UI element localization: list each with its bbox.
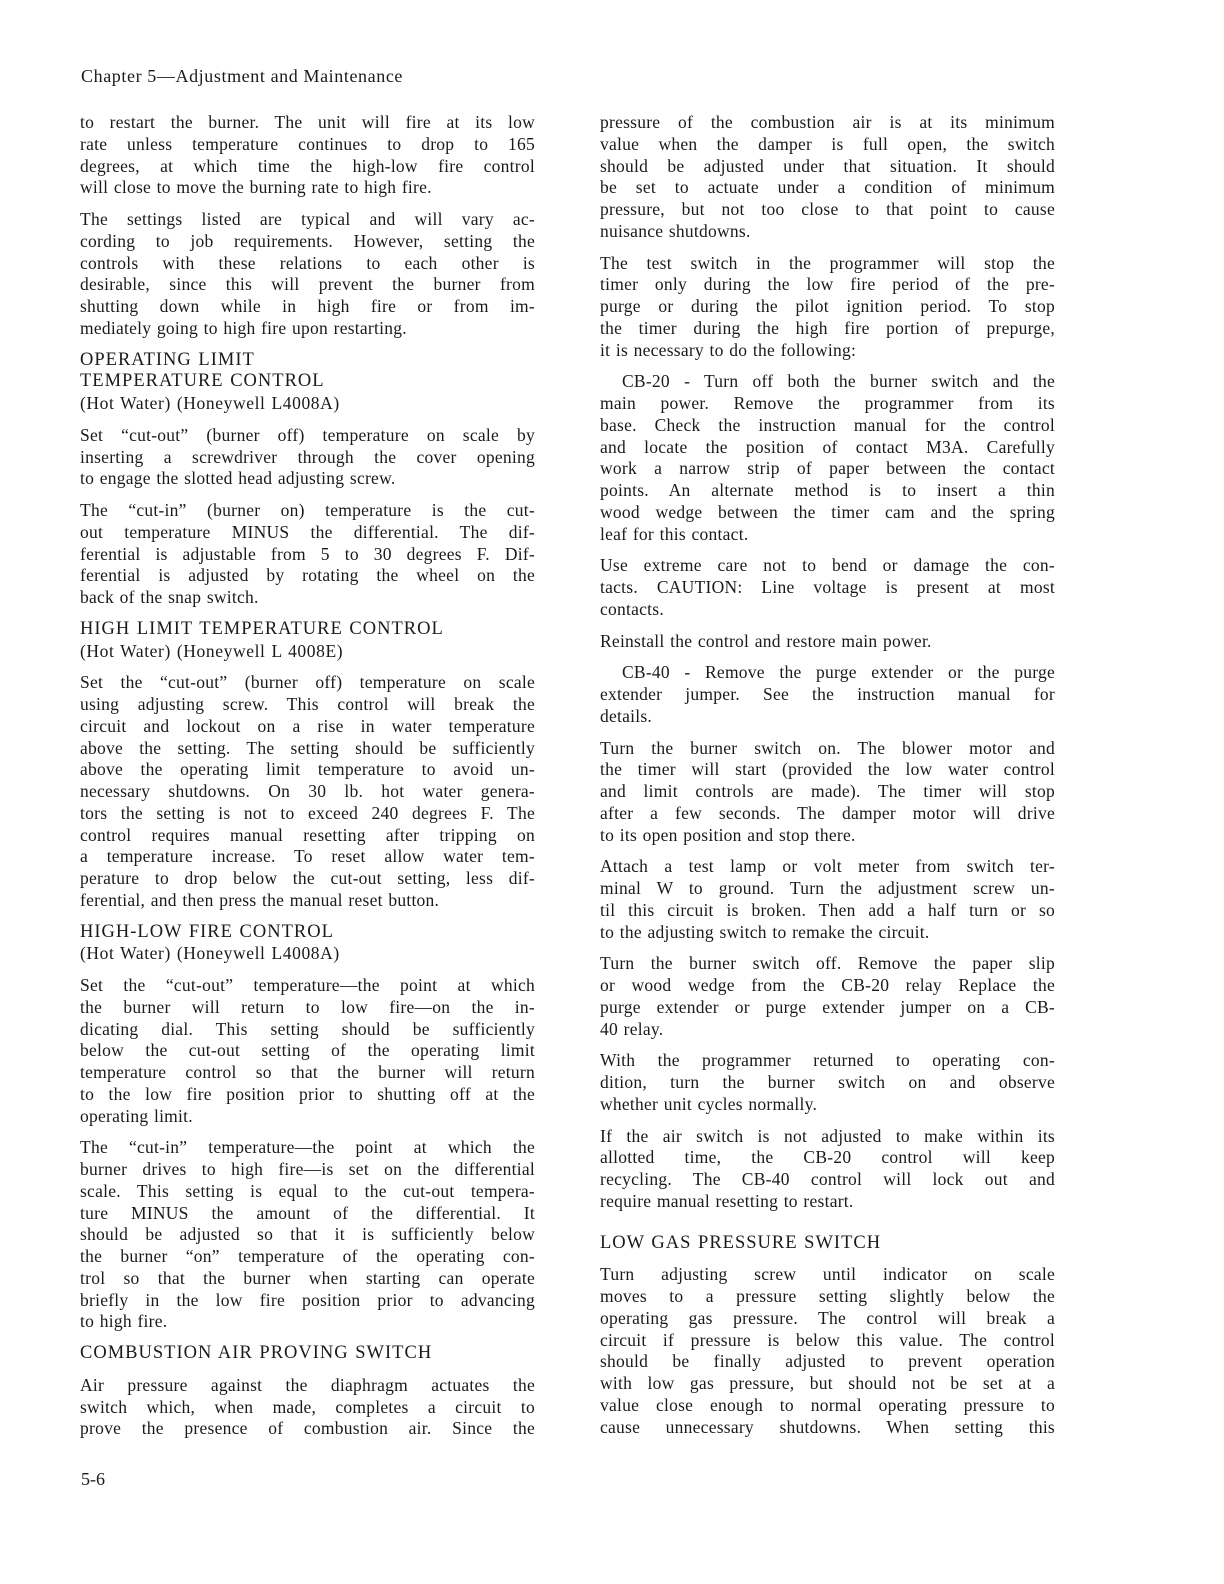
- text-line: desirable, since this will prevent the burner from: [80, 274, 535, 295]
- paragraph: [600, 555, 1055, 620]
- text-line: the timer during the high fire portion of prepurge,: [600, 317, 1055, 338]
- paragraph: [600, 662, 1055, 727]
- text-line: dition, turn the burner switch on and observe: [600, 1072, 1055, 1092]
- text-line: below the cut-out setting of the operating limit: [80, 1040, 535, 1061]
- text-line: the timer will start (provided the low water control: [600, 759, 1055, 780]
- text-line: perature to drop below the cut-out setting, less dif-: [80, 868, 535, 888]
- text-line: contacts.: [600, 598, 664, 619]
- right-column: [600, 112, 1055, 1438]
- text-line: to the adjusting switch to remake the circuit.: [600, 921, 930, 942]
- text-line: after a few seconds. The damper motor will drive: [600, 802, 1055, 823]
- text-line: tacts. CAUTION: Line voltage is present at most: [600, 577, 1055, 597]
- heading-line: TEMPERATURE CONTROL: [80, 371, 325, 392]
- heading-line: COMBUSTION AIR PROVING SWITCH: [80, 1343, 433, 1363]
- text-line: operating limit.: [80, 1105, 193, 1126]
- text-line: pressure of the combustion air is at its minimum: [600, 112, 1055, 132]
- paragraph: [80, 1137, 535, 1333]
- text-line: operating gas pressure. The control will break a: [600, 1307, 1055, 1328]
- text-line: require manual resetting to restart.: [600, 1190, 854, 1211]
- text-line: should be finally adjusted to prevent operation: [600, 1351, 1055, 1372]
- section-heading: [80, 1343, 535, 1365]
- heading-line: HIGH LIMIT TEMPERATURE CONTROL: [80, 618, 444, 639]
- paragraph: [80, 975, 535, 1127]
- text-line: purge extender or purge extender jumper on a CB-: [600, 996, 1055, 1017]
- text-line: ferential is adjustable from 5 to 30 degrees F. Dif-: [80, 543, 535, 564]
- text-line: should be adjusted under that situation. It should: [600, 155, 1055, 176]
- text-line: using adjusting screw. This control will break the: [80, 694, 535, 714]
- section-heading: [80, 350, 535, 415]
- paragraph: [80, 1375, 535, 1440]
- text-line: Attach a test lamp or volt meter from switch ter-: [600, 856, 1055, 877]
- text-line: nuisance shutdowns.: [600, 220, 751, 241]
- text-line: above the setting. The setting should be sufficiently: [80, 737, 535, 758]
- text-line: pressure, but not too close to that point to cause: [600, 199, 1055, 219]
- text-line: Set the “cut-out” (burner off) temperature on scale: [80, 672, 535, 693]
- paragraph: [600, 738, 1055, 847]
- text-line: ture MINUS the amount of the differential. It: [80, 1202, 535, 1223]
- section-heading: [600, 1233, 1055, 1255]
- text-line: cause unnecessary shutdowns. When setting this: [600, 1416, 1055, 1437]
- text-line: base. Check the instruction manual for the control: [600, 414, 1055, 435]
- text-line: ferential, and then press the manual reset button.: [80, 889, 440, 910]
- paragraph: [80, 500, 535, 609]
- paragraph: [600, 631, 1055, 653]
- text-line: leaf for this contact.: [600, 523, 749, 544]
- text-line: a temperature increase. To reset allow water tem-: [80, 846, 535, 867]
- text-line: The settings listed are typical and will vary ac-: [80, 209, 535, 229]
- paragraph: [600, 856, 1055, 943]
- text-line: ferential is adjusted by rotating the wheel on the: [80, 565, 535, 586]
- section-heading: [80, 922, 535, 966]
- text-line: the burner “on” temperature of the operating con-: [80, 1246, 535, 1266]
- text-line: CB-20 - Turn off both the burner switch and the: [622, 371, 1055, 392]
- section-heading: [80, 619, 535, 663]
- text-line: be set to actuate under a condition of minimum: [600, 177, 1055, 198]
- text-line: main power. Remove the programmer from its: [600, 393, 1055, 413]
- text-line: briefly in the low fire position prior to advancing: [80, 1289, 535, 1310]
- text-line: minal W to ground. Turn the adjustment screw un-: [600, 878, 1055, 898]
- text-line: Turn the burner switch on. The blower motor and: [600, 737, 1055, 758]
- text-line: to the low fire position prior to shutting off at the: [80, 1083, 535, 1104]
- text-line: the burner will return to low fire—on the in-: [80, 996, 535, 1017]
- text-line: to engage the slotted head adjusting screw.: [80, 468, 396, 489]
- text-line: inserting a screwdriver through the cover opening: [80, 446, 535, 467]
- text-line: 40 relay.: [600, 1018, 664, 1039]
- text-line: moves to a pressure setting slightly below the: [600, 1286, 1055, 1306]
- heading-line: HIGH-LOW FIRE CONTROL: [80, 921, 334, 942]
- heading-line: (Hot Water) (Honeywell L 4008E): [80, 640, 344, 661]
- running-header: Chapter 5—Adjustment and Maintenance: [81, 66, 404, 86]
- text-line: Reinstall the control and restore main power.: [600, 630, 932, 651]
- text-line: recycling. The CB-40 control will lock out and: [600, 1169, 1055, 1189]
- text-line: prove the presence of combustion air. Since the: [80, 1418, 535, 1439]
- text-line: purge or during the pilot ignition period. To stop: [600, 296, 1055, 316]
- text-line: Use extreme care not to bend or damage the con-: [600, 555, 1055, 576]
- page-number: 5-6: [81, 1469, 105, 1489]
- text-line: above the operating limit temperature to avoid un-: [80, 759, 535, 780]
- text-line: mediately going to high fire upon restarting.: [80, 317, 407, 338]
- text-line: degrees, at which time the high-low fire control: [80, 155, 535, 176]
- text-line: or wood wedge from the CB-20 relay Replace the: [600, 975, 1055, 995]
- text-line: value when the damper is full open, the switch: [600, 133, 1055, 154]
- text-line: control requires manual resetting after tripping on: [80, 824, 535, 845]
- text-line: it is necessary to do the following:: [600, 339, 857, 360]
- text-line: to its open position and stop there.: [600, 824, 856, 845]
- text-line: and locate the position of contact M3A. Carefully: [600, 436, 1055, 457]
- heading-line: OPERATING LIMIT: [80, 349, 255, 370]
- heading-line: (Hot Water) (Honeywell L4008A): [80, 943, 340, 964]
- heading-line: LOW GAS PRESSURE SWITCH: [600, 1232, 882, 1253]
- text-line: controls with these relations to each other is: [80, 252, 535, 273]
- text-line: should be adjusted so that it is sufficiently below: [80, 1224, 535, 1245]
- text-line: to restart the burner. The unit will fire at its low: [80, 112, 535, 132]
- text-line: whether unit cycles normally.: [600, 1093, 818, 1114]
- text-line: work a narrow strip of paper between the contact: [600, 458, 1055, 479]
- text-line: necessary shutdowns. On 30 lb. hot water genera-: [80, 781, 535, 801]
- text-line: til this circuit is broken. Then add a half turn or so: [600, 899, 1055, 920]
- text-line: extender jumper. See the instruction manual for: [600, 684, 1055, 704]
- text-line: circuit if pressure is below this value. The control: [600, 1329, 1055, 1350]
- text-line: circuit and lockout on a rise in water temperature: [80, 715, 535, 736]
- paragraph: [600, 371, 1055, 545]
- paragraph: [600, 1050, 1055, 1115]
- paragraph: [80, 672, 535, 911]
- text-line: The “cut-in” temperature—the point at which the: [80, 1137, 535, 1158]
- text-line: allotted time, the CB-20 control will keep: [600, 1147, 1055, 1168]
- text-line: The test switch in the programmer will stop the: [600, 252, 1055, 273]
- text-line: CB-40 - Remove the purge extender or the purge: [622, 662, 1055, 683]
- text-line: switch which, when made, completes a circuit to: [80, 1396, 535, 1417]
- paragraph: [80, 112, 535, 199]
- text-line: cording to job requirements. However, setting the: [80, 230, 535, 251]
- text-line: shutting down while in high fire or from im-: [80, 296, 535, 316]
- text-line: If the air switch is not adjusted to make within its: [600, 1125, 1055, 1146]
- text-line: with low gas pressure, but should not be set at a: [600, 1373, 1055, 1393]
- text-line: timer only during the low fire period of the pre-: [600, 274, 1055, 295]
- heading-line: (Hot Water) (Honeywell L4008A): [80, 393, 340, 413]
- paragraph: [600, 953, 1055, 1040]
- text-line: tors the setting is not to exceed 240 degrees F. The: [80, 802, 535, 823]
- text-line: Set the “cut-out” temperature—the point at which: [80, 975, 535, 995]
- text-line: The “cut-in” (burner on) temperature is the cut-: [80, 500, 535, 520]
- left-column: [80, 112, 535, 1440]
- paragraph: [600, 253, 1055, 362]
- text-line: With the programmer returned to operating con-: [600, 1050, 1055, 1071]
- text-line: back of the snap switch.: [80, 587, 259, 607]
- text-line: will close to move the burning rate to high fire.: [80, 177, 432, 198]
- text-line: trol so that the burner when starting can operate: [80, 1267, 535, 1288]
- text-line: Set “cut-out” (burner off) temperature on scale by: [80, 424, 535, 445]
- text-line: out temperature MINUS the differential. The dif-: [80, 521, 535, 542]
- text-line: temperature control so that the burner will return: [80, 1062, 535, 1082]
- text-line: wood wedge between the timer cam and the spring: [600, 501, 1055, 522]
- paragraph: [600, 1126, 1055, 1213]
- text-line: Air pressure against the diaphragm actuates the: [80, 1374, 535, 1395]
- text-line: dicating dial. This setting should be sufficiently: [80, 1018, 535, 1039]
- paragraph: [600, 112, 1055, 243]
- text-line: rate unless temperature continues to drop to 165: [80, 133, 535, 154]
- paragraph: [80, 425, 535, 490]
- paragraph: [600, 1264, 1055, 1438]
- text-line: details.: [600, 705, 653, 726]
- text-line: burner drives to high fire—is set on the differential: [80, 1159, 535, 1179]
- text-line: value close enough to normal operating pressure to: [600, 1394, 1055, 1415]
- text-line: to high fire.: [80, 1311, 168, 1332]
- text-line: scale. This setting is equal to the cut-out tempera-: [80, 1180, 535, 1201]
- text-line: Turn the burner switch off. Remove the paper slip: [600, 953, 1055, 974]
- paragraph: [80, 209, 535, 340]
- text-line: points. An alternate method is to insert a thin: [600, 480, 1055, 500]
- text-line: Turn adjusting screw until indicator on scale: [600, 1264, 1055, 1285]
- text-line: and limit controls are made). The timer will stop: [600, 781, 1055, 801]
